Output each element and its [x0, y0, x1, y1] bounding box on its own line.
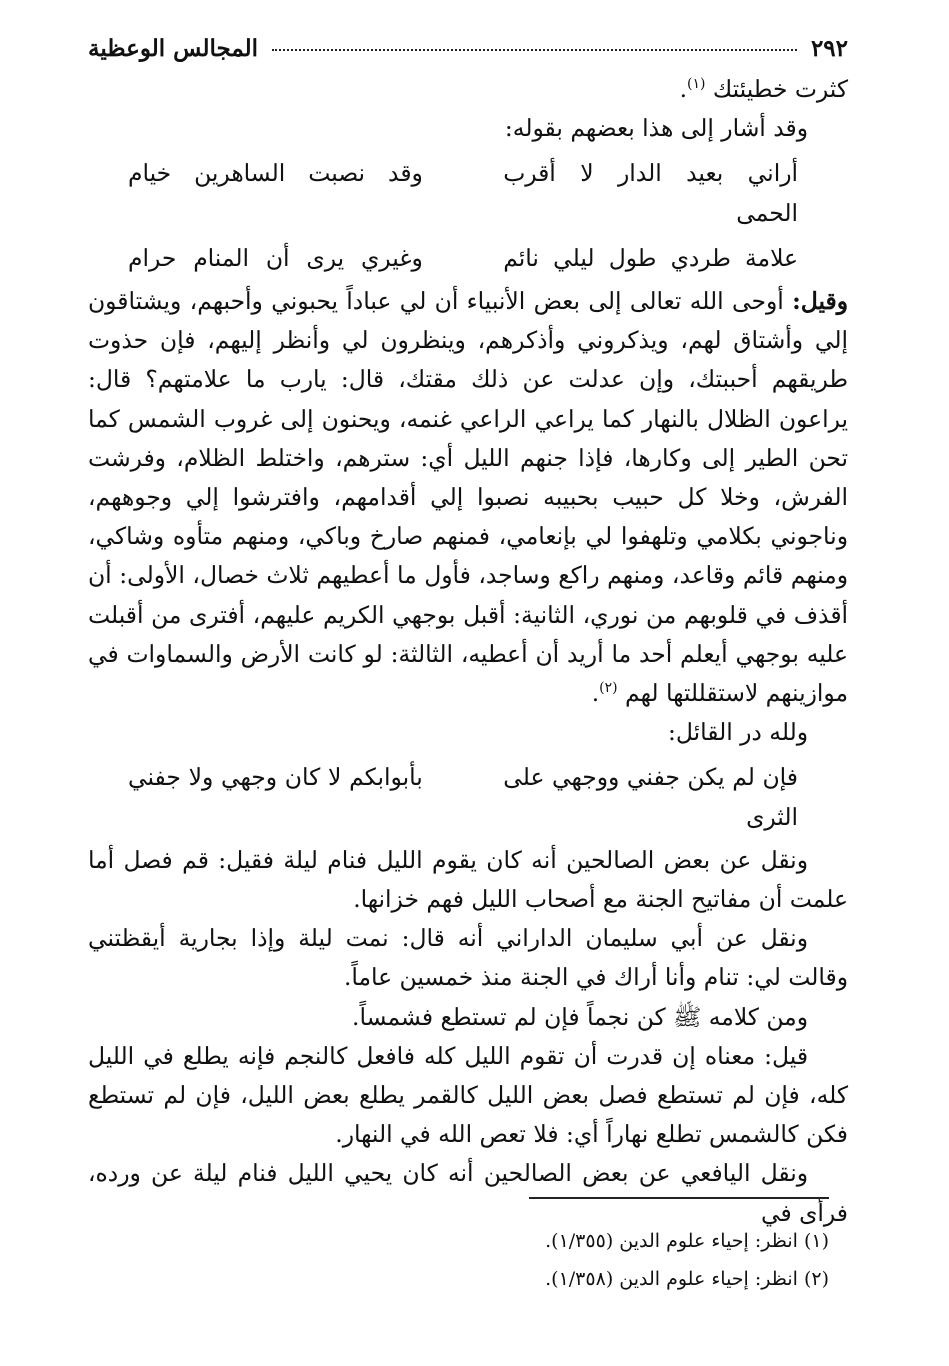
- footnote: (٢) انظر: إحياء علوم الدين (١/٣٥٨).: [545, 1268, 829, 1290]
- page-number: ٢٩٢: [810, 34, 848, 62]
- paragraph: ونقل عن بعض الصالحين أنه كان يقوم الليل فنام ليلة فقيل: قم فصل أما علمت أن مفاتيح الجنة مع أصحاب الليل فهم خزانها.: [88, 845, 848, 914]
- paragraph: ونقل اليافعي عن بعض الصالحين أنه كان يحيي الليل فنام ليلة عن ورده، فرأى في: [88, 1159, 848, 1227]
- paragraph: قيل: معناه إن قدرت أن تقوم الليل كله فافعل كالنجم فإنه يطلع في الليل كله، فإن لم تستطع فصل بعض الليل كالقمر يطلع بعض الليل، فإن لم تستطع فكن كالشمس تطلع نهاراً أي: فلا تعص الله في النهار.: [88, 1041, 848, 1149]
- page-header: [88, 30, 848, 66]
- paragraph-text: أوحى الله تعالى إلى بعض الأنبياء أن لي عباداً يحبوني وأحبهم، ويشتاقون إلي وأشتاق لهم، ويذكروني وأذكرهم، وينظرون لي وأنظر إليهم، فإن حذوت طريقهم أحببتك، وإن عدلت عن ذلك مقتك، قال: يارب ما علامتهم؟ قال: يراعون الظلال بالنهار كما يراعي الراعي غنمه، ويحنون إلى غروب الشمس كما تحن الطير إلى وكارها، فإذا جنهم الليل أي: سترهم، واختلط الظلام، وفرشت الفرش، وخلا كل حبيب بحبيبه نصبوا إلي أقدامهم، وافترشوا إلي وجوههم، وناجوني بكلامي وتلهفوا لي بإنعامي، فمنهم صارخ وباكي، ومنهم متأوه وشاكي، ومنهم قائم وقاعد، ومنهم راكع وساجد، فأول ما أعطيهم ثلاث خصال، الأولى: أن أقذف في قلوبهم من نوري، الثانية: أقبل بوجهي الكريم عليهم، أفترى من أقبلت عليه بوجهي أيعلم أحد ما أريد أن أعطيه، الثالثة: لو كانت الأرض والسماوات في موازينهم لاستقللتها لهم: [88, 287, 848, 708]
- footnote: (١) انظر: إحياء علوم الدين (١/٣٥٥).: [545, 1230, 829, 1252]
- verse-first-hemistich: أراني بعيد الدار لا أقرب الحمى: [503, 159, 798, 227]
- verse-first-hemistich: علامة طردي طول ليلي نائم: [503, 243, 798, 272]
- header-dotted-leader: [272, 49, 797, 51]
- text-line: كثرت خطيئتك $^{(١)}$.: [679, 75, 848, 103]
- verse-second-hemistich: بأبوابكم لا كان وجهي ولا جفني: [128, 763, 423, 792]
- text-line: وقد أشار إلى هذا بعضهم بقوله:: [504, 114, 808, 143]
- poem-verse: [88, 239, 848, 278]
- book-title: المجالس الوعظية: [88, 34, 259, 62]
- footnote-ref: (١): [687, 76, 706, 93]
- footnote-separator: [529, 1197, 829, 1199]
- paragraph: ولله در القائل:: [668, 718, 808, 747]
- paragraph-lead: وقيل:: [792, 287, 848, 316]
- verse-second-hemistich: وغيري يرى أن المنام حرام: [128, 243, 423, 272]
- footnotes: [229, 1222, 829, 1298]
- poem-verse: [88, 758, 848, 836]
- verse-second-hemistich: وقد نصبت الساهرين خيام: [128, 159, 423, 188]
- paragraph: ونقل عن أبي سليمان الداراني أنه قال: نمت ليلة وإذا بجارية أيقظتني وقالت لي: تنام وأنا أراك في الجنة منذ خمسين عاماً.: [88, 924, 848, 992]
- paragraph: وقيل: أوحى الله تعالى إلى بعض الأنبياء أن لي عباداً يحبوني وأحبهم، ويشتاقون إلي وأشتاق لهم، ويذكروني وأذكرهم، وينظرون لي وأنظر إليهم، فإن حذوت طريقهم أحببتك، وإن عدلت عن ذلك مقتك، قال: يارب ما علامتهم؟ قال: يراعون الظلال بالنهار كما يراعي الراعي غنمه، ويحنون إلى غروب الشمس كما تحن الطير إلى وكارها، فإذا جنهم الليل أي: سترهم، واختلط الظلام، وفرشت الفرش، وخلا كل حبيب بحبيبه نصبوا إلي أقدامهم، وافترشوا إلي وجوههم، وناجوني بكلامي وتلهفوا لي بإنعامي، فمنهم صارخ وباكي، ومنهم متأوه وشاكي، ومنهم قائم وقاعد، ومنهم راكع وساجد، فأول ما أعطيهم ثلاث خصال، الأولى: أن أقذف في قلوبهم من نوري، الثانية: أقبل بوجهي الكريم عليهم، أفترى من أقبلت عليه بوجهي أيعلم أحد ما أريد أن أعطيه، الثالثة: لو كانت الأرض والسماوات في موازينهم لاستقللتها لهم $^{(٢)}$.: [88, 287, 848, 708]
- text-fragment: كثرت خطيئتك: [712, 75, 848, 103]
- page-body: [88, 70, 848, 1233]
- verse-first-hemistich: فإن لم يكن جفني ووجهي على الثرى: [503, 763, 798, 831]
- footnote-ref: (٢): [599, 680, 618, 697]
- paragraph: ومن كلامه ﷺ كن نجماً فإن لم تستطع فشمساً.: [352, 1002, 808, 1031]
- poem-verse: [88, 154, 848, 232]
